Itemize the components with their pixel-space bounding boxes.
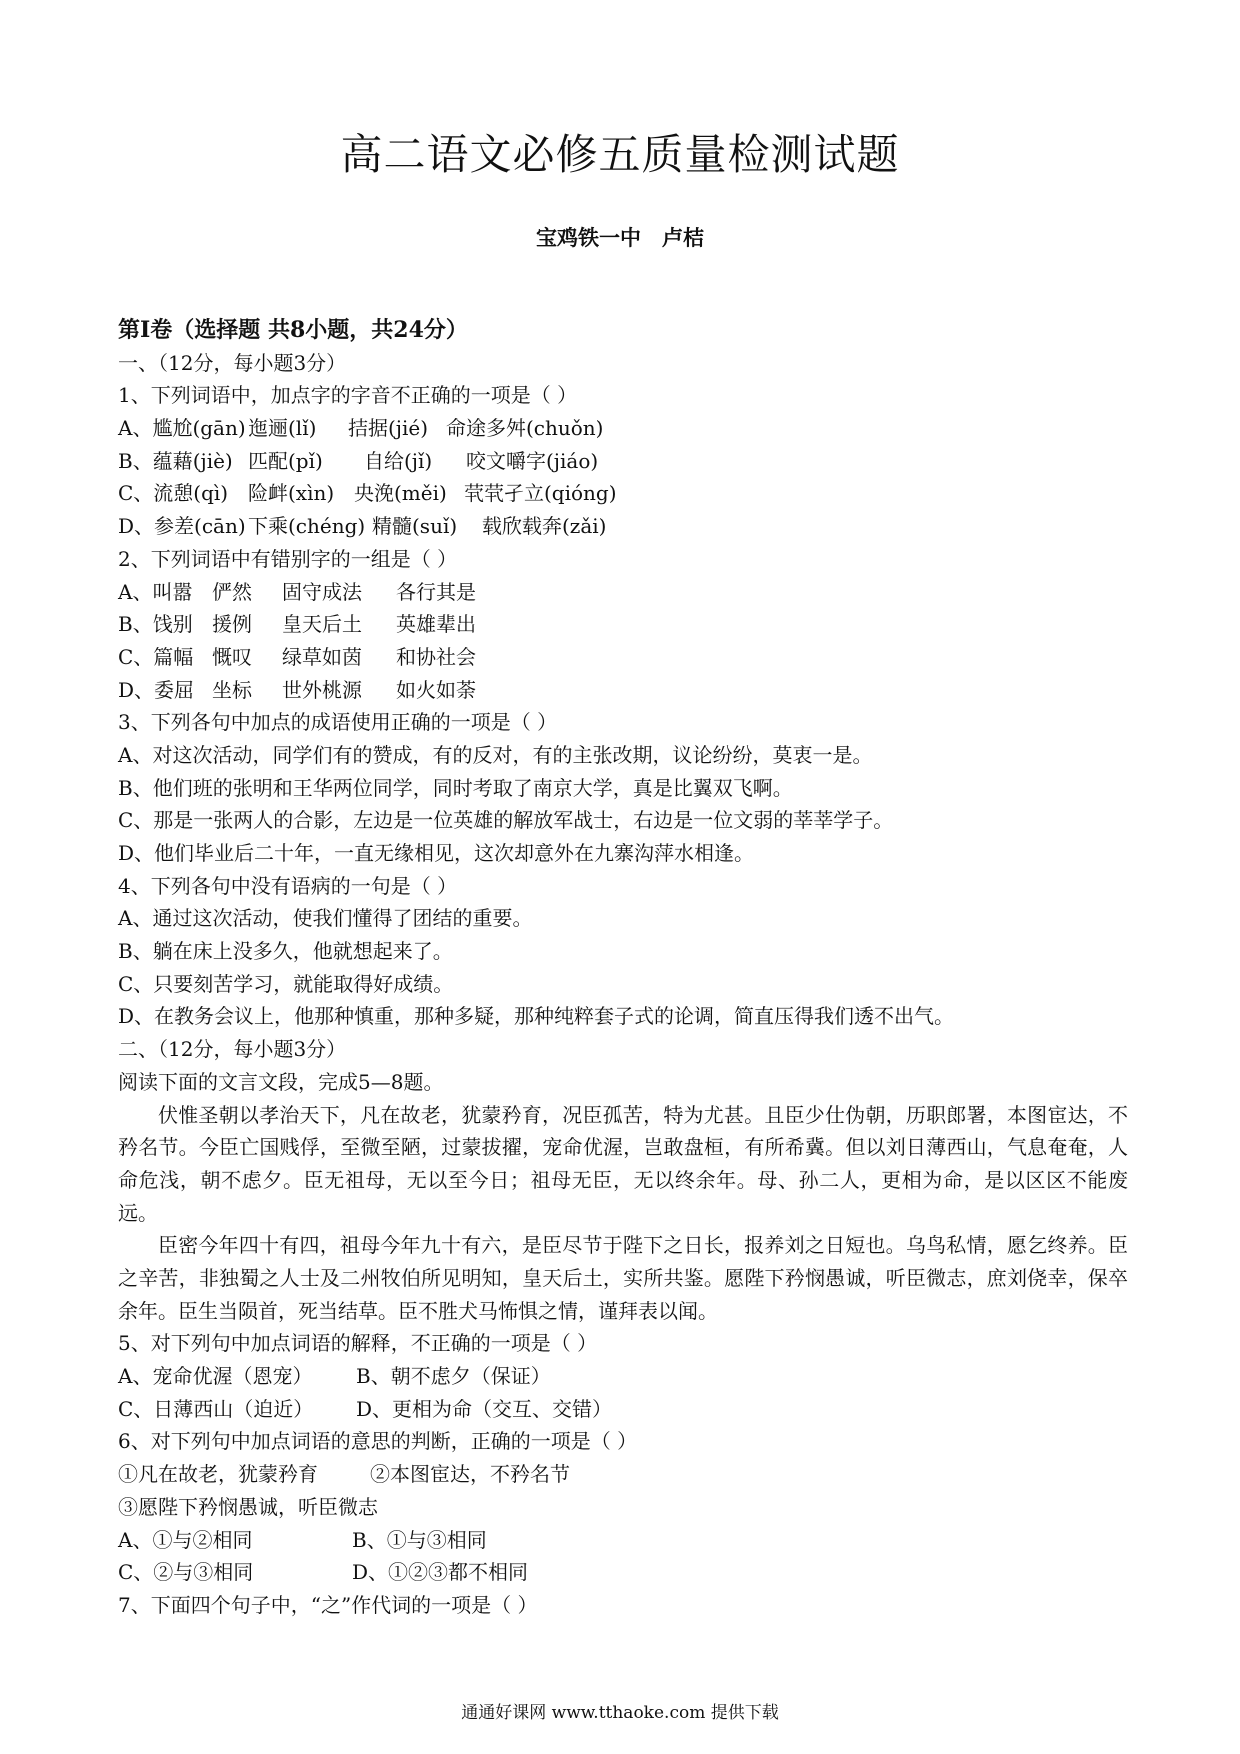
option-cell: A、①与②相同 [118, 1527, 253, 1552]
option-cell: 央浼(měi) [354, 481, 447, 506]
section-heading: 二、（12分，每小题3分） [118, 1037, 347, 1062]
option-cell: C、②与③相同 [118, 1560, 254, 1585]
option-cell: A、宠命优渥（恩宠） [118, 1364, 313, 1389]
option-cell: C、流憩(qì) [118, 481, 229, 506]
question-stem: 6、对下列句中加点词语的意思的判断，正确的一项是（ ） [118, 1429, 638, 1454]
question-stem: 2、下列词语中有错别字的一组是（ ） [118, 546, 458, 571]
option-row [118, 1556, 1128, 1589]
option-line: A、通过这次活动，使我们懂得了团结的重要。 [118, 906, 533, 931]
sentence-cell: ②本图宦达，不矜名节 [370, 1462, 570, 1487]
question-stem: 5、对下列句中加点词语的解释，不正确的一项是（ ） [118, 1331, 598, 1356]
option-line: D、在教务会议上，他那种慎重，那种多疑，那种纯粹套子式的论调，简直压得我们透不出气。 [118, 1004, 955, 1029]
option-row [118, 510, 1128, 543]
option-row [118, 412, 1128, 445]
section-heading: 一、（12分，每小题3分） [118, 350, 347, 375]
option-row [118, 641, 1128, 674]
option-row [118, 1360, 1128, 1393]
page-title: 高二语文必修五质量检测试题 [340, 130, 900, 179]
part-header: 第Ⅰ卷（选择题 共8小题，共24分） [118, 317, 468, 343]
question-stem: 1、下列词语中，加点字的字音不正确的一项是（ ） [118, 383, 578, 408]
option-cell: 匹配(pǐ) [248, 448, 323, 473]
option-line: B、躺在床上没多久，他就想起来了。 [118, 939, 453, 964]
option-row [118, 576, 1128, 609]
passage-paragraph: 伏惟圣朝以孝治天下，凡在故老，犹蒙矜育，况臣孤苦，特为尤甚。且臣少仕伪朝，历职郎署，本图宦达，不矜名节。今臣亡国贱俘，至微至陋，过蒙拔擢，宠命优渥，岂敢盘桓，有所希冀。但以刘日薄西山，气息奄奄，人命危浅，朝不虑夕。臣无祖母，无以至今日；祖母无臣，无以终余年。母、孙二人，更相为命，是以区区不能废远。 [118, 1102, 1128, 1225]
option-cell: B、①与③相同 [352, 1527, 487, 1552]
option-cell: 险衅(xìn) [248, 481, 335, 506]
option-cell: 和协社会 [396, 644, 476, 669]
option-line: C、只要刻苦学习，就能取得好成绩。 [118, 971, 454, 996]
option-cell: D、①②③都不相同 [352, 1560, 529, 1585]
option-line: D、他们毕业后二十年，一直无缘相见，这次却意外在九寨沟萍水相逢。 [118, 841, 755, 865]
option-cell: B、朝不虑夕（保证） [356, 1364, 551, 1389]
option-cell: 英雄辈出 [396, 612, 476, 637]
option-cell: B、蕴藉(jiè) [118, 448, 233, 473]
option-cell: A、叫嚣 [118, 579, 193, 604]
option-cell: 如火如荼 [396, 677, 476, 702]
option-cell: 自给(jǐ) [364, 448, 433, 473]
passage-paragraph: 臣密今年四十有四，祖母今年九十有六，是臣尽节于陛下之日长，报养刘之日短也。乌鸟私情，愿乞终养。臣之辛苦，非独蜀之人士及二州牧伯所见明知，皇天后土，实所共鉴。愿陛下矜悯愚诚，听臣微志，庶刘侥幸，保卒余年。臣生当陨首，死当结草。臣不胜犬马怖惧之情，谨拜表以闻。 [118, 1233, 1128, 1323]
option-line: B、他们班的张明和王华两位同学，同时考取了南京大学，真是比翼双飞啊。 [118, 775, 793, 800]
option-row [118, 477, 1128, 510]
option-row [118, 674, 1128, 707]
option-cell: 下乘(chéng) [248, 514, 366, 539]
page-footer: 通通好课网 www.tthaoke.com 提供下载 [461, 1703, 779, 1723]
question-stem: 7、下面四个句子中，“之”作代词的一项是（ ） [118, 1592, 538, 1617]
option-cell: 援例 [212, 612, 252, 637]
option-cell: D、更相为命（交互、交错） [356, 1396, 613, 1421]
option-cell: D、委屈 [118, 677, 195, 702]
option-cell: 茕茕孑立(qióng) [464, 481, 617, 506]
question-stem: 3、下列各句中加点的成语使用正确的一项是（ ） [118, 710, 558, 735]
option-cell: C、日薄西山（迫近） [118, 1396, 314, 1421]
option-cell: 皇天后土 [282, 612, 362, 637]
question-stem: 4、下列各句中没有语病的一句是（ ） [118, 873, 458, 898]
option-row [118, 1524, 1128, 1557]
option-cell: A、尴尬(gān) [118, 416, 246, 441]
option-cell: D、参差(cān) [118, 514, 246, 539]
sentence-cell: ①凡在故老，犹蒙矜育 [118, 1462, 318, 1487]
option-cell: 坐标 [212, 677, 252, 702]
option-row [118, 445, 1128, 478]
option-line: C、那是一张两人的合影，左边是一位英雄的解放军战士，右边是一位文弱的莘莘学子。 [118, 808, 894, 833]
option-cell: 俨然 [212, 579, 252, 604]
option-cell: 迤逦(lǐ) [248, 416, 317, 441]
option-cell: 固守成法 [282, 579, 362, 604]
option-cell: 精髓(suǐ) [372, 514, 458, 539]
option-cell: 命途多舛(chuǒn) [446, 416, 604, 441]
option-row [118, 1393, 1128, 1426]
author-line: 宝鸡铁一中 卢桔 [536, 225, 704, 250]
exam-content [118, 314, 1128, 1622]
option-row [118, 608, 1128, 641]
option-cell: 拮据(jié) [348, 416, 429, 441]
option-cell: 咬文嚼字(jiáo) [466, 448, 599, 473]
option-cell: C、篇幅 [118, 644, 194, 669]
option-cell: B、饯别 [118, 612, 193, 637]
sentence-row [118, 1458, 1128, 1491]
option-cell: 各行其是 [396, 579, 476, 604]
option-cell: 绿草如茵 [282, 644, 362, 669]
option-cell: 世外桃源 [282, 677, 362, 702]
option-line: A、对这次活动，同学们有的赞成，有的反对，有的主张改期，议论纷纷，莫衷一是。 [118, 742, 873, 767]
option-cell: 载欣载奔(zǎi) [482, 514, 607, 539]
option-cell: 慨叹 [212, 644, 252, 669]
sentence-line: ③愿陛下矜悯愚诚，听臣微志 [118, 1494, 378, 1519]
reading-instruction: 阅读下面的文言文段，完成5—8题。 [118, 1069, 444, 1094]
